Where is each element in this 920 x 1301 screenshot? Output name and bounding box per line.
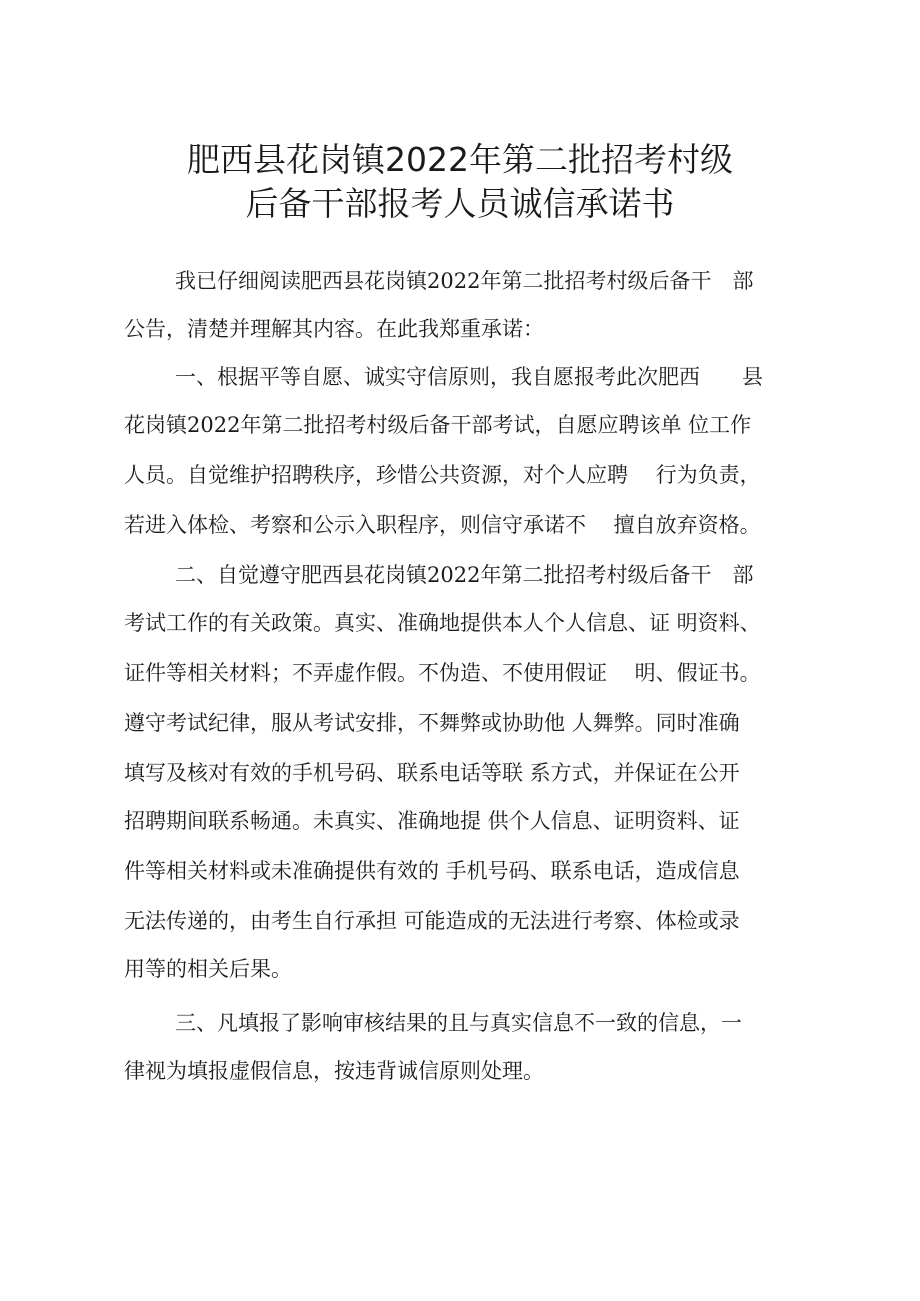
paragraph-3-line-6: 招聘期间联系畅通。未真实、准确地提 供个人信息、证明资料、证 <box>124 809 740 833</box>
paragraph-1-line-2: 公告，清楚并理解其内容。在此我郑重承诺： <box>124 317 544 341</box>
paragraph-3-line-5: 填写及核对有效的手机号码、联系电话等联 系方式，并保证在公开 <box>124 761 740 785</box>
paragraph-4-line-2: 律视为填报虚假信息，按违背诚信原则处理。 <box>124 1059 544 1083</box>
paragraph-1-line-1: 我已仔细阅读肥西县花岗镇2022年第二批招考村级后备干 部 <box>175 269 754 293</box>
document-title-line-2: 后备干部报考人员诚信承诺书 <box>245 184 675 223</box>
paragraph-3-line-4: 遵守考试纪律，服从考试安排，不舞弊或协助他 人舞弊。同时准确 <box>124 711 740 735</box>
paragraph-3-line-2: 考试工作的有关政策。真实、准确地提供本人个人信息、证 明资料、 <box>124 611 761 635</box>
paragraph-2-line-4: 若进入体检、考察和公示入职程序，则信守承诺不 擅自放弃资格。 <box>124 513 761 537</box>
paragraph-3-line-1: 二、自觉遵守肥西县花岗镇2022年第二批招考村级后备干 部 <box>175 563 754 587</box>
paragraph-4-line-1: 三、凡填报了影响审核结果的且与真实信息不一致的信息，一 <box>175 1011 742 1035</box>
paragraph-3-line-3: 证件等相关材料；不弄虚作假。不伪造、不使用假证 明、假证书。 <box>124 661 761 685</box>
paragraph-2-line-1: 一、根据平等自愿、诚实守信原则，我自愿报考此次肥西 县 <box>175 365 763 389</box>
paragraph-3-line-8: 无法传递的，由考生自行承担 可能造成的无法进行考察、体检或录 <box>124 909 740 933</box>
paragraph-3-line-7: 件等相关材料或未准确提供有效的 手机号码、联系电话，造成信息 <box>124 859 740 883</box>
paragraph-2-line-3: 人员。自觉维护招聘秩序，珍惜公共资源，对个人应聘 行为负责， <box>124 463 761 487</box>
document-title-line-1: 肥西县花岗镇2022年第二批招考村级 <box>187 140 733 179</box>
paragraph-3-line-9: 用等的相关后果。 <box>124 957 292 981</box>
paragraph-2-line-2: 花岗镇2022年第二批招考村级后备干部考试，自愿应聘该单 位工作 <box>124 413 752 437</box>
